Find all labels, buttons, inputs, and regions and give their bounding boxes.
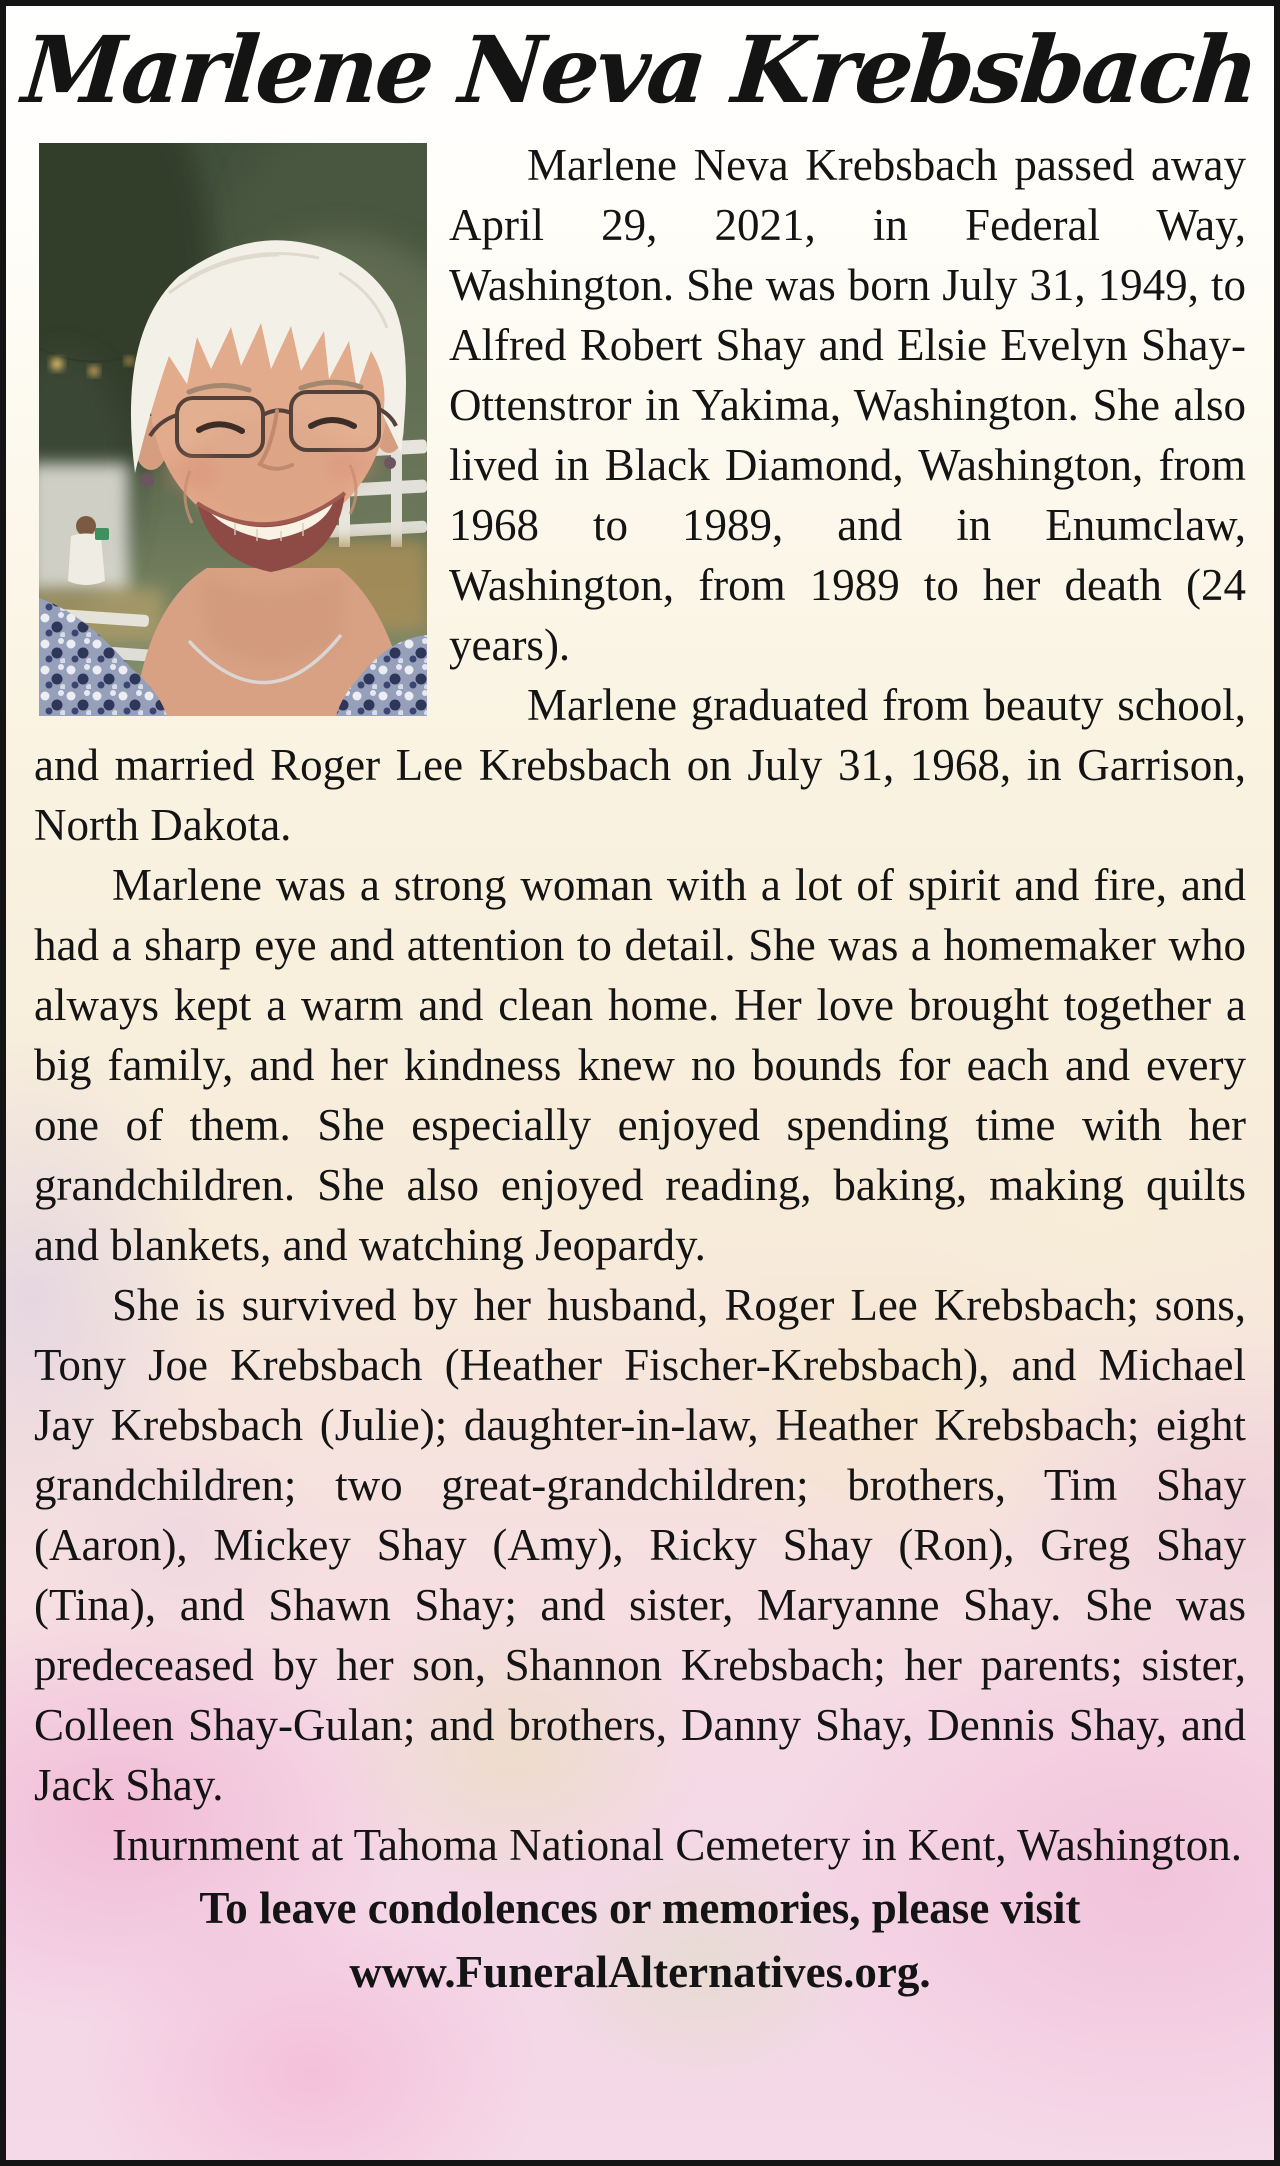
obituary-title: Marlene Neva Krebsbach bbox=[18, 16, 1261, 124]
portrait-photo-illustration bbox=[39, 143, 427, 716]
condolences-note: To leave condolences or memories, please visit bbox=[199, 1882, 1081, 1933]
obituary-paragraph-1: Marlene Neva Krebsbach passed away April 29, 2021, in Federal Way, Washington. She was born July 31, 1949, to Alfred Robert Shay and Elsie Evelyn Shay-Ottenstror in Yakima, Washington. She also lived in Black Diamond, Washington, from 1968 to 1989, and in Enumclaw, Washington, from 1989 to her death (24 years). bbox=[449, 139, 1246, 670]
obituary-paragraph-4: She is survived by her husband, Roger Lee Krebsbach; sons, Tony Joe Krebsbach (Heather Fischer-Krebsbach), and Michael Jay Krebsbach (Julie); daughter-in-law, Heather Krebsbach; eight grandchildren; two great-grandchildren; brothers, Tim Shay (Aaron), Mickey Shay (Amy), Ricky Shay (Ron), Greg Shay (Tina), and Shawn Shay; and sister, Maryanne Shay. She was predeceased by her son, Shannon Krebsbach; her parents; sister, Colleen Shay-Gulan; and brothers, Danny Shay, Dennis Shay, and Jack Shay. bbox=[34, 1279, 1246, 1810]
obituary-paragraph-5: Inurnment at Tahoma National Cemetery in Kent, Washington. bbox=[112, 1819, 1243, 1870]
obituary-paragraph-3: Marlene was a strong woman with a lot of spirit and fire, and had a sharp eye and attention to detail. She was a homemaker who always kept a warm and clean home. Her love brought together a big family, and her kindness knew no bounds for each and every one of them. She especially enjoyed spending time with her grandchildren. She also enjoyed reading, baking, making quilts and blankets, and watching Jeopardy. bbox=[34, 859, 1246, 1270]
obituary-paragraph-2: Marlene graduated from beauty school, and married Roger Lee Krebsbach on July 31, 1968, in Garrison, North Dakota. bbox=[34, 679, 1246, 850]
obituary-body bbox=[34, 135, 1246, 1875]
funeral-home-url: www.FuneralAlternatives.org. bbox=[349, 1946, 931, 1997]
portrait-photo bbox=[39, 143, 427, 716]
